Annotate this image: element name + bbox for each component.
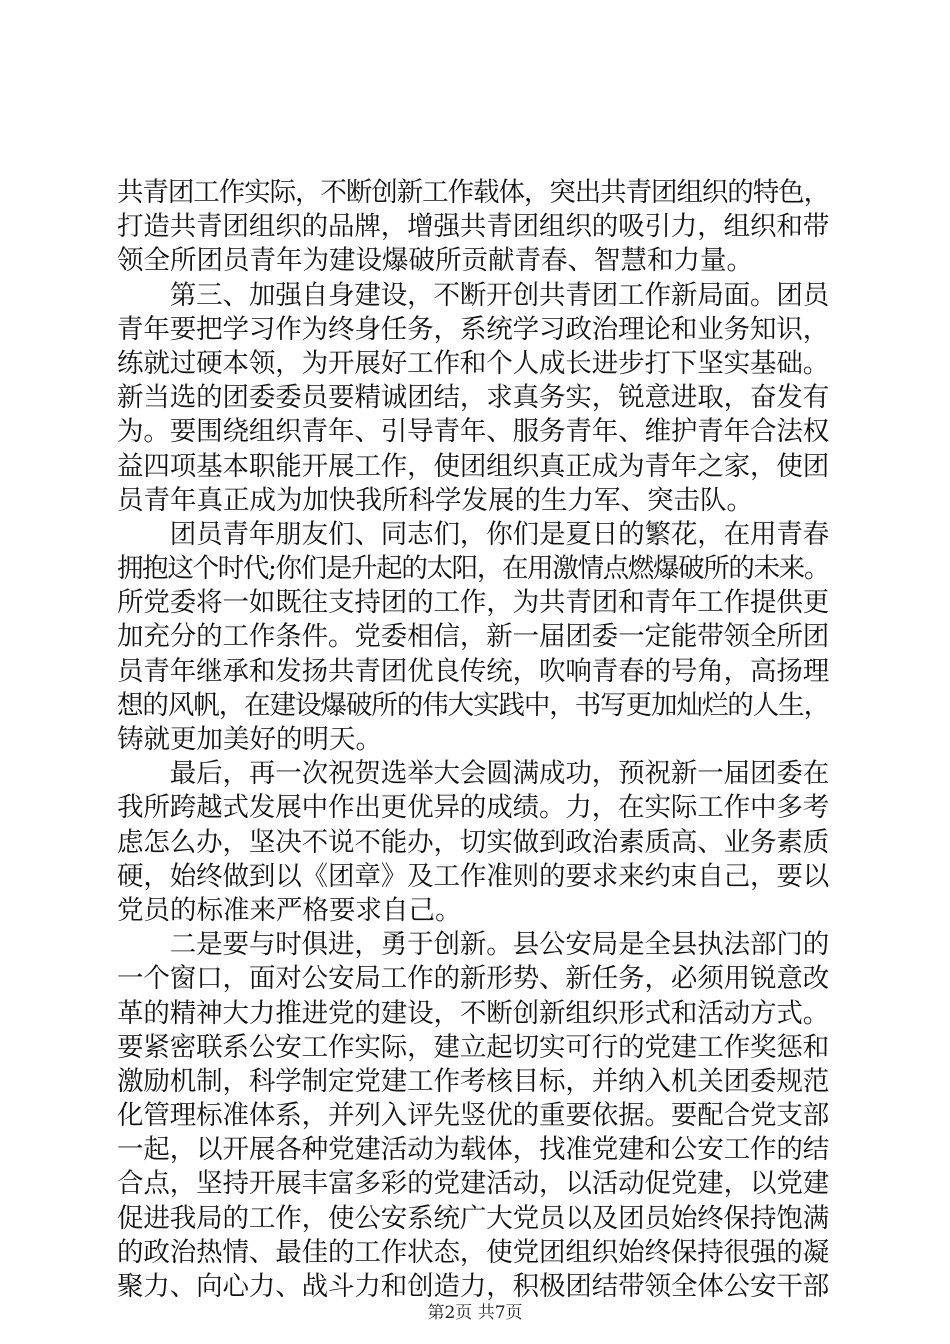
text-line: 想的风帆，在建设爆破所的伟大实践中，书写更加灿烂的人生， [117, 689, 829, 721]
text-line: 领全所团员青年为建设爆破所贡献青春、智慧和力量。 [117, 245, 753, 277]
text-line: 练就过硬本领，为开展好工作和个人成长进步打下坚实基础。 [117, 347, 829, 379]
text-line: 第三、加强自身建设，不断开创共青团工作新局面。团员 [117, 279, 829, 311]
text-line: 新当选的团委委员要精诚团结，求真务实，锐意进取，奋发有 [117, 382, 829, 414]
text-line: 共青团工作实际，不断创新工作载体，突出共青团组织的特色， [117, 177, 829, 208]
text-line: 的政治热情、最佳的工作状态，使党团组织始终保持很强的凝 [117, 1236, 829, 1268]
text-line: 团员青年朋友们、同志们，你们是夏日的繁花，在用青春 [117, 518, 829, 550]
text-line: 虑怎么办，坚决不说不能办，切实做到政治素质高、业务素质 [117, 826, 829, 858]
text-line: 硬，始终做到以《团章》及工作准则的要求来约束自己，要以 [117, 860, 829, 892]
text-line: 青年要把学习作为终身任务，系统学习政治理论和业务知识， [117, 313, 829, 345]
text-line: 我所跨越式发展中作出更优异的成绩。力，在实际工作中多考 [117, 792, 829, 824]
text-line: 最后，再一次祝贺选举大会圆满成功，预祝新一届团委在 [117, 758, 829, 790]
text-line: 要紧密联系公安工作实际，建立起切实可行的党建工作奖惩和 [117, 1031, 829, 1063]
text-line: 益四项基本职能开展工作，使团组织真正成为青年之家，使团 [117, 450, 829, 482]
text-line: 二是要与时俱进，勇于创新。县公安局是全县执法部门的 [117, 929, 829, 961]
text-line: 铸就更加美好的明天。 [117, 724, 382, 755]
text-line: 员青年真正成为加快我所科学发展的生力军、突击队。 [117, 484, 753, 516]
text-line: 促进我局的工作，使公安系统广大党员以及团员始终保持饱满 [117, 1202, 829, 1234]
text-line: 为。要围绕组织青年、引导青年、服务青年、维护青年合法权 [117, 416, 829, 448]
text-line: 聚力、向心力、战斗力和创造力，积极团结带领全体公安干部 [117, 1271, 829, 1302]
text-line: 一起，以开展各种党建活动为载体，找准党建和公安工作的结 [117, 1134, 829, 1166]
text-line: 革的精神大力推进党的建设，不断创新组织形式和活动方式。 [117, 997, 829, 1029]
text-line: 所党委将一如既往支持团的工作，为共青团和青年工作提供更 [117, 587, 829, 619]
text-line: 激励机制，科学制定党建工作考核目标，并纳入机关团委规范 [117, 1065, 829, 1097]
text-line: 化管理标准体系，并列入评先竖优的重要依据。要配合党支部 [117, 1100, 829, 1132]
text-line: 员青年继承和发扬共青团优良传统，吹响青春的号角，高扬理 [117, 655, 829, 687]
document-body [117, 176, 829, 1304]
text-line: 一个窗口，面对公安局工作的新形势、新任务，必须用锐意改 [117, 963, 829, 995]
text-line: 拥抱这个时代;你们是升起的太阳，在用激情点燃爆破所的未来。 [117, 553, 829, 585]
text-line: 合点，坚持开展丰富多彩的党建活动，以活动促党建，以党建 [117, 1168, 829, 1200]
text-line: 党员的标准来严格要求自己。 [117, 894, 462, 926]
text-line: 打造共青团组织的品牌，增强共青团组织的吸引力，组织和带 [117, 211, 829, 243]
page-footer: 第2页 共7页 [427, 1303, 523, 1323]
text-line: 加充分的工作条件。党委相信，新一届团委一定能带领全所团 [117, 621, 829, 653]
